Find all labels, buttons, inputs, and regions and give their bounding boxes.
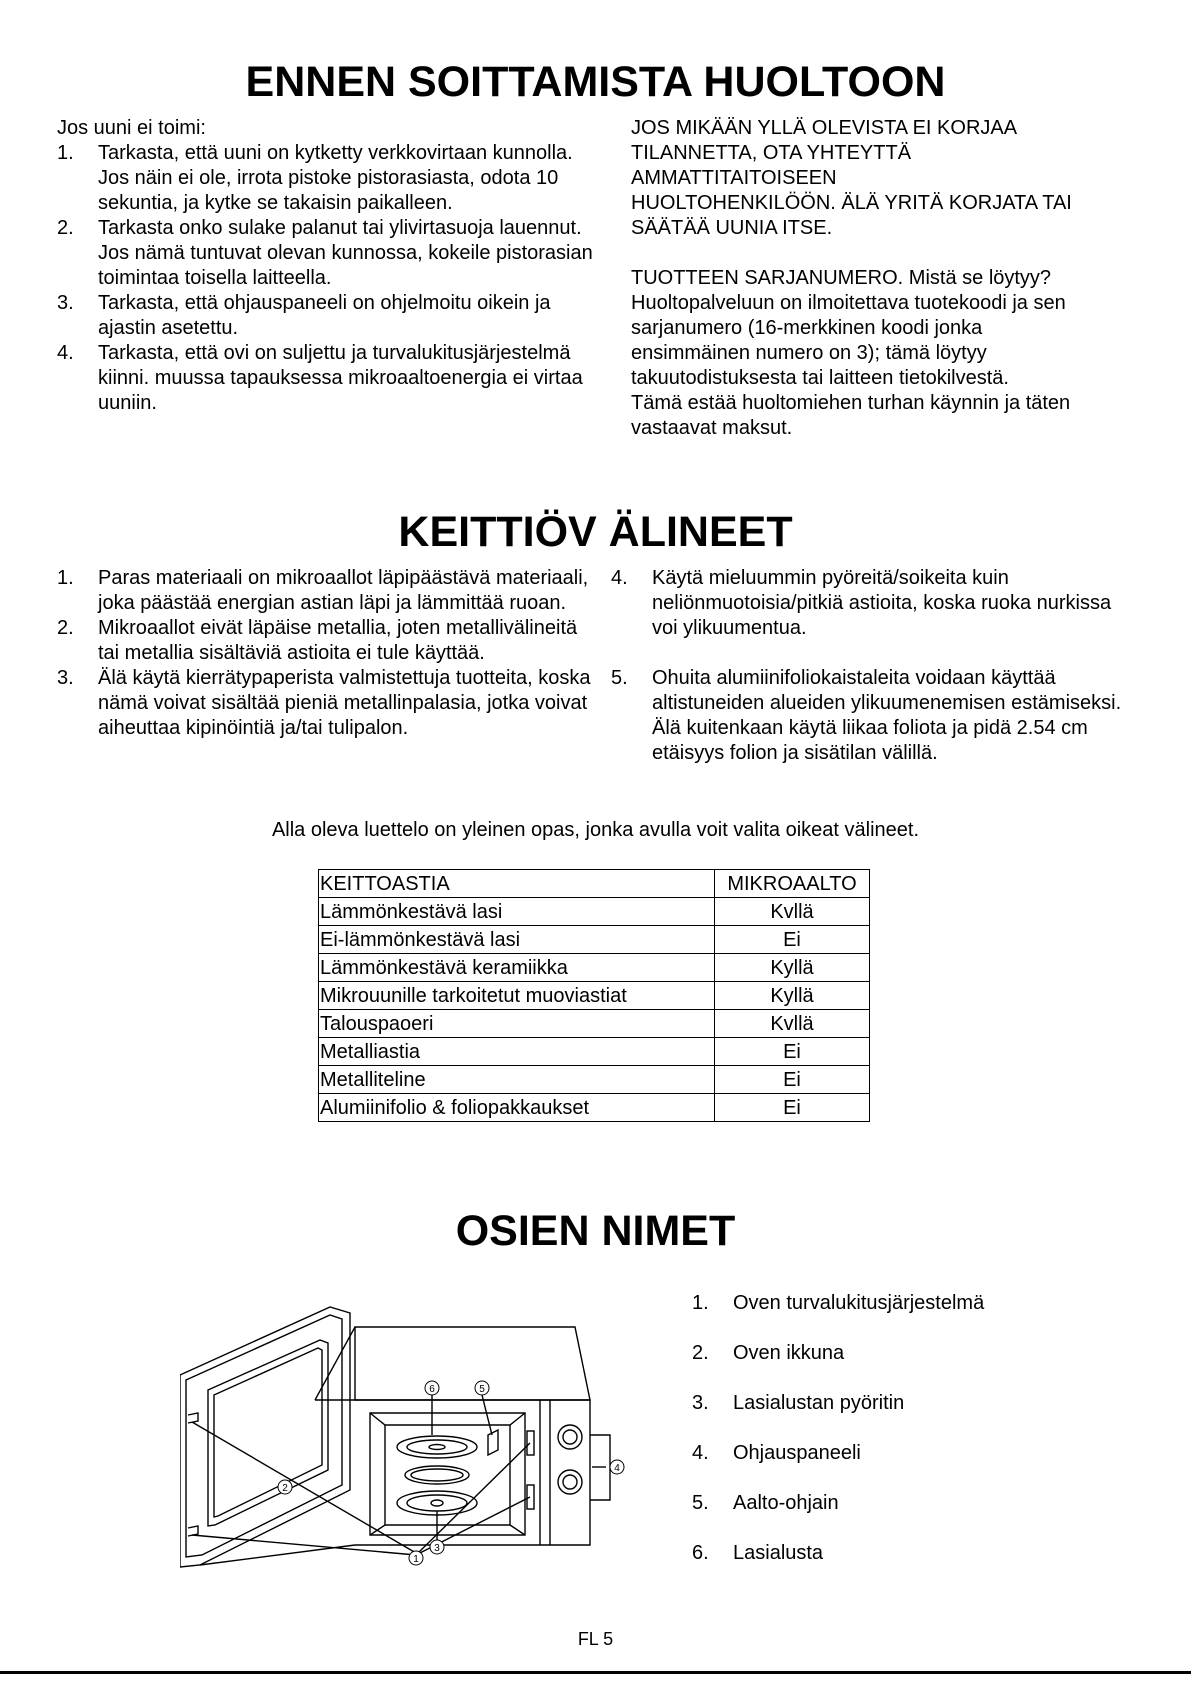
callout-6: 6 (429, 1384, 435, 1395)
cookware-left-column (57, 566, 597, 741)
cookware-table (318, 869, 870, 1122)
table-row: Talouspaoeri Kvllä (319, 1010, 870, 1038)
troubleshoot-intro: Jos uuni ei toimi: (57, 117, 206, 139)
troubleshoot-list (57, 141, 597, 416)
microwave-diagram (180, 1285, 640, 1615)
list-item: 4. Käytä mieluummin pyöreitä/soikeita kuin neliönmuotoisia/pitkiä astioita, koska ruoka nurkissa voi ylikuumentua. (611, 567, 1112, 639)
table-header-microwave: MIKROAALTO (715, 870, 870, 898)
table-row: Metalliteline Ei (319, 1066, 870, 1094)
cookware-right-column (611, 566, 1131, 766)
table-row: Alumiinifolio & foliopakkaukset Ei (319, 1094, 870, 1122)
table-header-cookware: KEITTOASTIA (319, 870, 715, 898)
list-item: 3. Lasialustan pyöritin (692, 1392, 905, 1414)
list-item: 1. Tarkasta, että uuni on kytketty verkkovirtaan kunnolla. Jos näin ei ole, irrota pistoke pistorasiasta, odota 10 sekuntia, ja kytke se takaisin paikalleen. (57, 142, 573, 214)
list-item: 4. Ohjauspaneeli (692, 1442, 861, 1464)
list-item: 3. Tarkasta, että ohjauspaneeli on ohjelmoitu oikein ja ajastin asetettu. (57, 292, 551, 339)
table-row: Lämmönkestävä lasi Kvllä (319, 898, 870, 926)
list-item: 4. Tarkasta, että ovi on suljettu ja turvalukitusjärjestelmä kiinni. muussa tapauksessa mikroaaltoenergia ei virtaa uuniin. (57, 342, 583, 414)
table-header-row (319, 870, 870, 898)
cookware-list-right (611, 566, 1131, 766)
list-item: 1. Oven turvalukitusjärjestelmä (692, 1292, 985, 1314)
page-number: FL 5 (577, 1629, 614, 1649)
callout-5: 5 (479, 1384, 485, 1395)
parts-column (692, 1291, 1132, 1591)
list-item: 3. Älä käytä kierrätypaperista valmistettuja tuotteita, koska nämä voivat sisältää pieniä metallinpalasia, jotka voivat aiheuttaa kipinöintiä ja/tai tulipalon. (57, 667, 591, 739)
callout-3: 3 (434, 1543, 440, 1554)
troubleshoot-column (57, 116, 597, 416)
list-item: 5. Ohuita alumiinifoliokaistaleita voidaan käyttää altistuneiden alueiden ylikuumenemisen estämiseksi. Älä kuitenkaan käytä liikaa foliota ja pidä 2.54 cm etäisyys folion ja sisätilan välillä. (611, 667, 1122, 764)
service-info-column (631, 116, 1151, 441)
list-item: 6. Lasialusta (692, 1542, 824, 1564)
callout-4: 4 (614, 1463, 620, 1474)
table-row: Metalliastia Ei (319, 1038, 870, 1066)
list-item: 5. Aalto-ohjain (692, 1492, 839, 1514)
section-title-part-names: OSIEN NIMET (455, 1207, 736, 1255)
cookware-list-left (57, 566, 597, 741)
section-title-before-service: ENNEN SOITTAMISTA HUOLTOON (245, 58, 946, 106)
callout-1: 1 (413, 1554, 419, 1565)
serial-number-info: TUOTTEEN SARJANUMERO. Mistä se löytyy? Huoltopalveluun on ilmoitettava tuotekoodi ja sen sarjanumero (16-merkkinen koodi jonka ensimmäinen numero on 3); tämä löytyy takuutodistuksesta tai laitteen tietokilvestä. Tämä estää huoltomiehen turhan käynnin ja täten vastaavat maksut. (631, 267, 1071, 439)
list-item: 1. Paras materiaali on mikroaallot läpipäästävä materiaali, joka päästää energian astian läpi ja lämmittää ruoan. (57, 567, 589, 614)
bottom-rule (0, 1671, 1191, 1674)
section-title-cookware: KEITTIÖV ÄLINEET (398, 508, 793, 556)
callout-2: 2 (282, 1483, 288, 1494)
parts-list (692, 1291, 1132, 1566)
contact-service-warning: JOS MIKÄÄN YLLÄ OLEVISTA EI KORJAA TILANNETTA, OTA YHTEYTTÄ AMMATTITAITOISEEN HUOLTOHENKILÖÖN. ÄLÄ YRITÄ KORJATA TAI SÄÄTÄÄ UUNIA ITSE. (631, 117, 1072, 239)
list-item: 2. Oven ikkuna (692, 1342, 845, 1364)
list-item: 2. Tarkasta onko sulake palanut tai ylivirtasuoja lauennut. Jos nämä tuntuvat olevan kunnossa, kokeile pistorasian toimintaa toisella laitteella. (57, 217, 593, 289)
list-item: 2. Mikroaallot eivät läpäise metallia, joten metallivälineitä tai metallia sisältäviä astioita ei tule käyttää. (57, 617, 578, 664)
table-row: Mikrouunille tarkoitetut muoviastiat Kyllä (319, 982, 870, 1010)
table-row: Lämmönkestävä keramiikka Kyllä (319, 954, 870, 982)
table-row: Ei-lämmönkestävä lasi Ei (319, 926, 870, 954)
cookware-guide-text: Alla oleva luettelo on yleinen opas, jonka avulla voit valita oikeat välineet. (271, 819, 920, 841)
